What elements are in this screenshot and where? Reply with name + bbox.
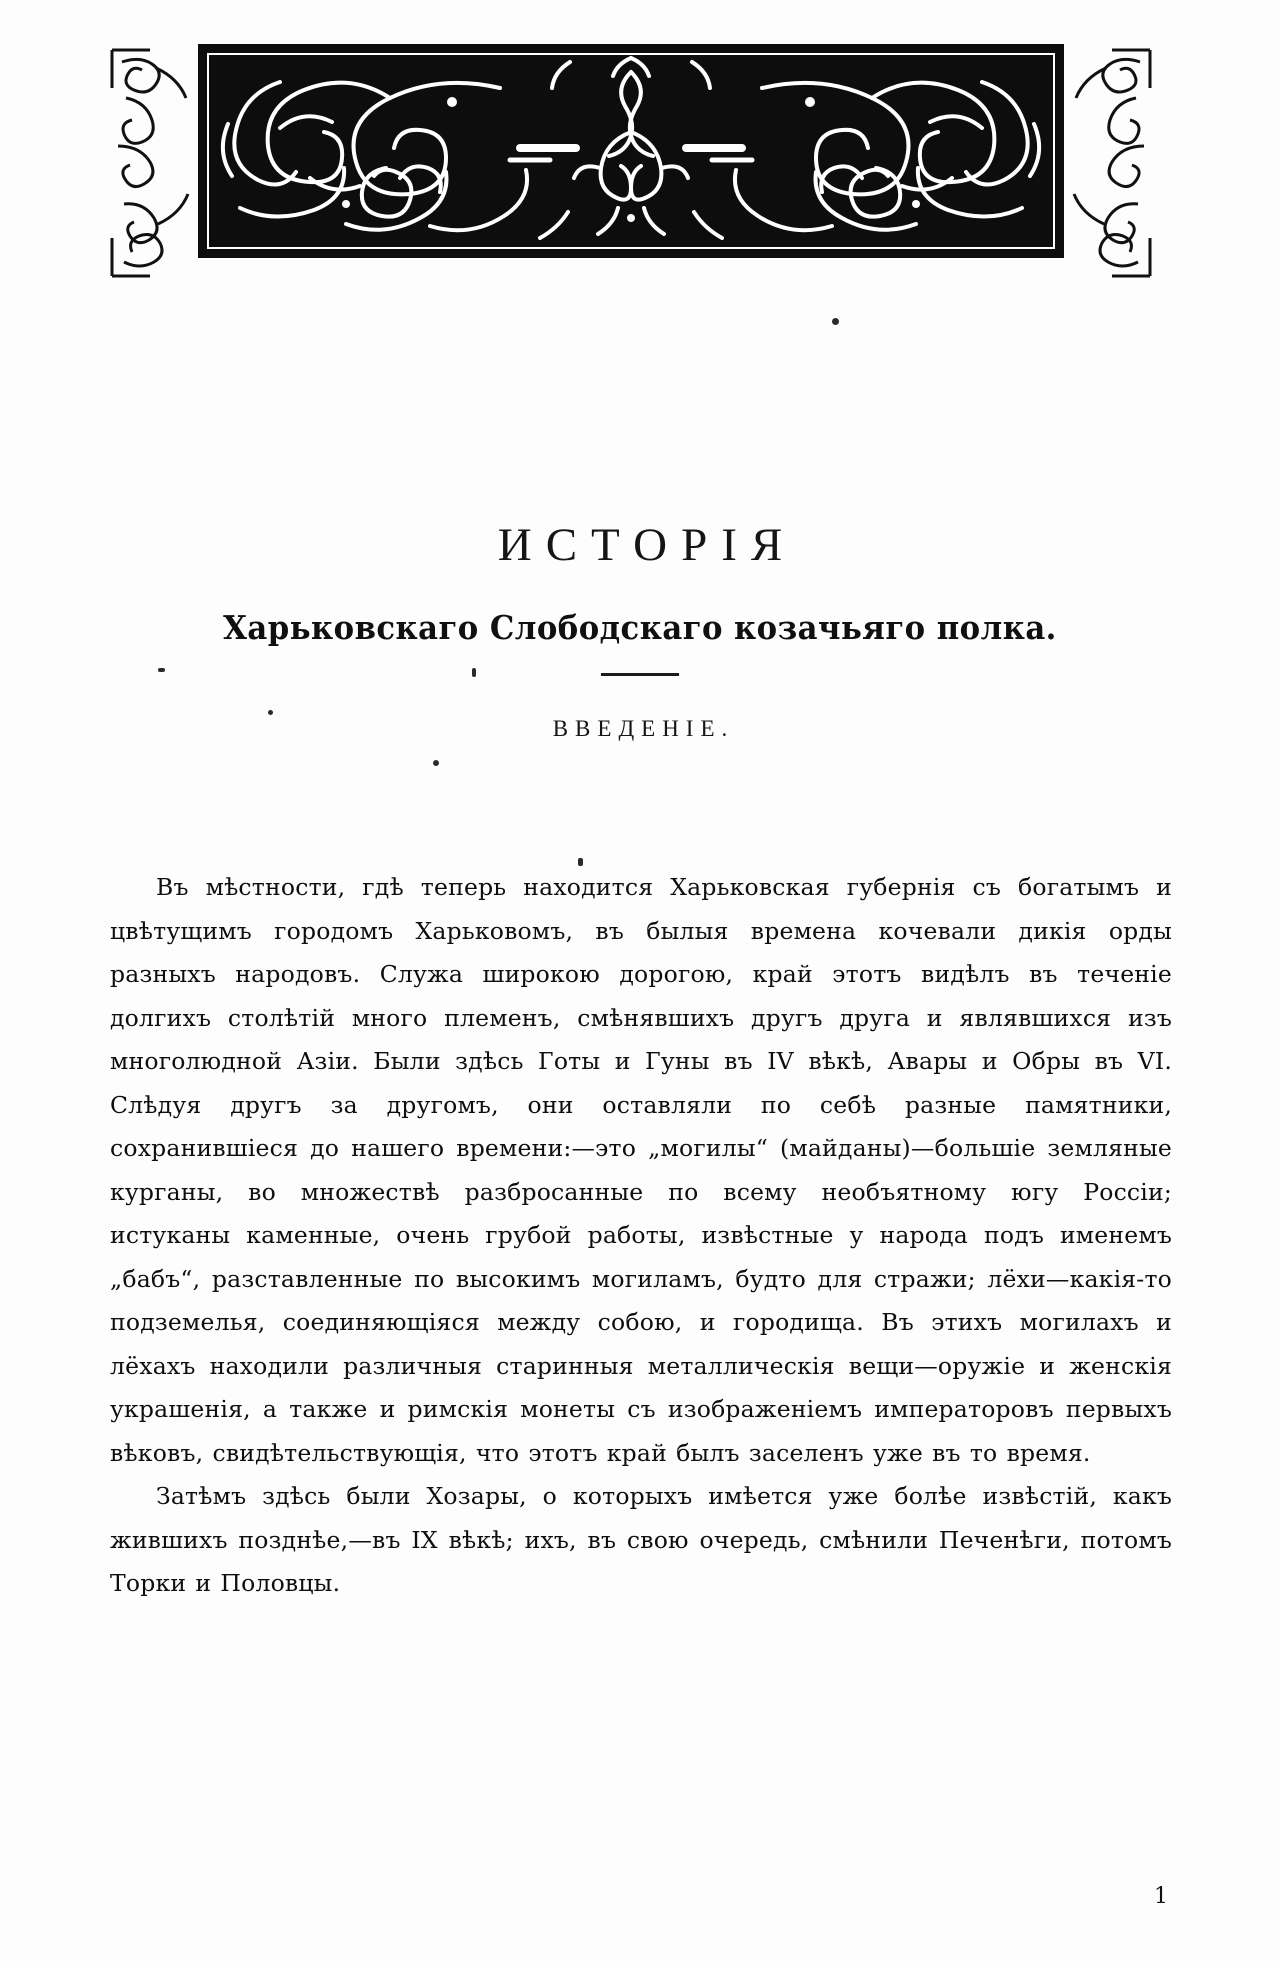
section-heading-introduction: ВВЕДЕНІЕ. [552,715,735,741]
page-number: 1 [1154,1884,1168,1909]
print-speck [433,760,439,766]
paragraph: Затѣмъ здѣсь были Хозары, о которыхъ имѣется уже болѣе извѣстій, какъ жившихъ позднѣе,—въ IX вѣкѣ; ихъ, въ свою очередь, смѣнили Печенѣги, потомъ Торки и Половцы. [110,1482,1172,1597]
document-subtitle: Харьковскаго Слободскаго козачьяго полка. [223,607,1057,647]
floral-headpiece-ornament [100,28,1162,298]
print-speck [578,858,583,866]
document-main-title: ИСТОРІЯ [497,519,797,571]
paragraph: Въ мѣстности, гдѣ теперь находится Харьковская губернія съ богатымъ и цвѣтущимъ городомъ Харьковомъ, въ былыя времена кочевали дикія орды разныхъ народовъ. Служа широкою дорогою, край этотъ видѣлъ въ теченіе долгихъ столѣтій много племенъ, смѣнявшихъ другъ друга и являвшихся изъ многолюдной Азіи. Были здѣсь Готы и Гуны въ IV вѣкѣ, Авары и Обры въ VI. Слѣдуя другъ за другомъ, они оставляли по себѣ разные памятники, сохранившіеся до нашего времени:—это „могилы“ (майданы)—большіе земляные курганы, во множествѣ разбросанные по всему необъятному югу Россіи; истуканы каменные, очень грубой работы, извѣстные у народа подъ именемъ „бабъ“, разставленные по высокимъ могиламъ, будто для стражи; лёхи—какія-то подземелья, соединяющіяся между собою, и городища. Въ этихъ могилахъ и лёхахъ находили различныя старинныя металлическія вещи—оружіе и женскія украшенія, а также и римскія монеты съ изображеніемъ императоровъ первыхъ вѣковъ, свидѣтельствующія, что этотъ край былъ заселенъ уже въ то время. [110,873,1172,1467]
title-block [0,520,1280,742]
body-text [110,866,1172,1606]
title-divider [601,673,679,676]
print-speck [832,318,839,325]
